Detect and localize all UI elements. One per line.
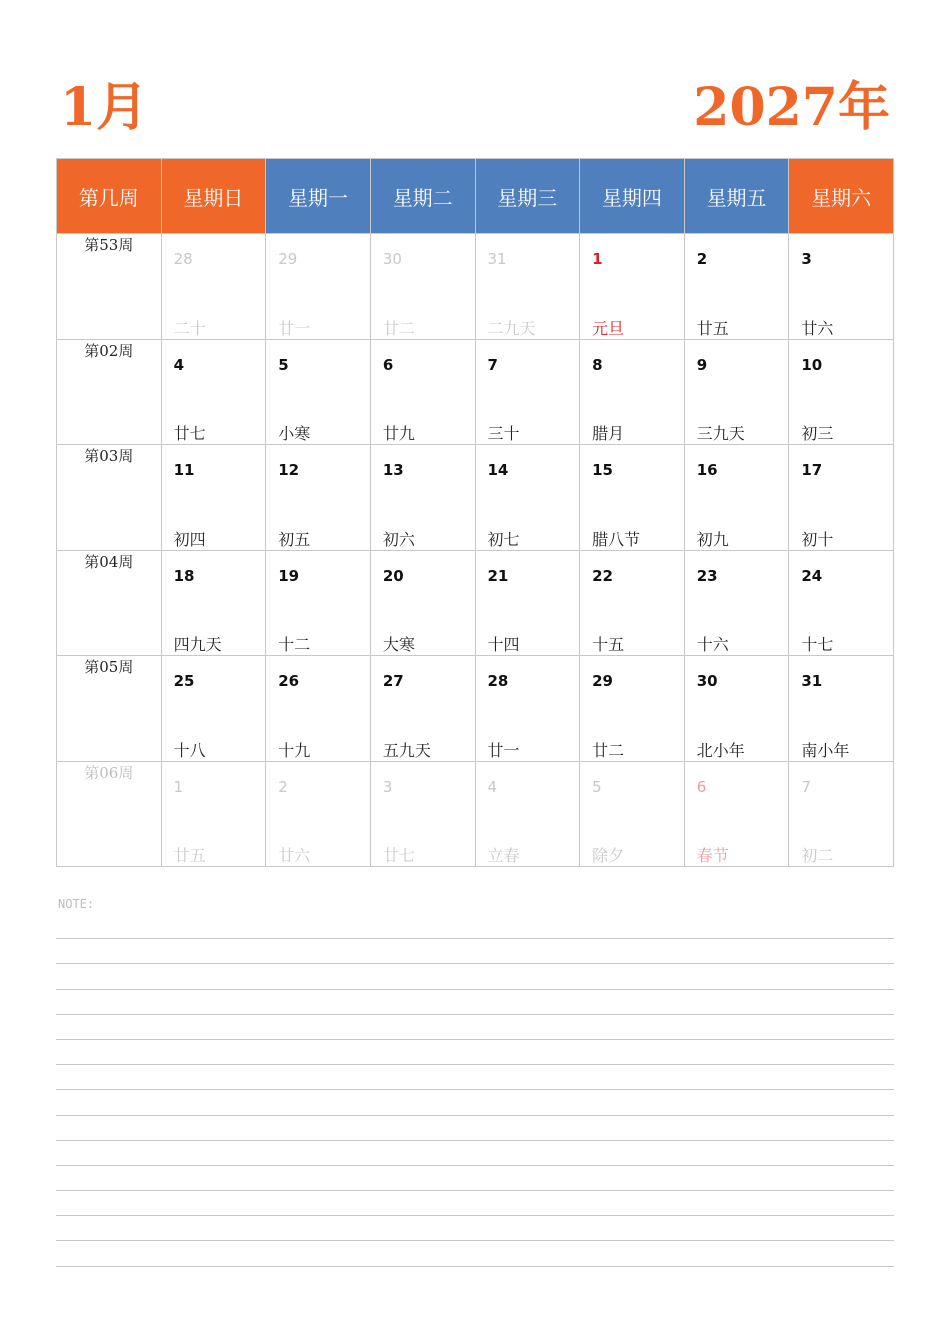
lunar-date: 廿六: [801, 318, 834, 338]
week-number-cell: 第03周: [57, 445, 162, 551]
week-number-cell: 第06周: [57, 761, 162, 867]
lunar-date: 五九天: [382, 740, 431, 760]
lunar-date: 十二: [278, 635, 311, 654]
day-number: 29: [592, 672, 613, 690]
week-number-cell: 第04周: [57, 550, 162, 656]
day-cell[interactable]: [789, 234, 894, 340]
day-cell[interactable]: [266, 656, 371, 762]
day-number: 3: [382, 777, 393, 796]
week-row: [57, 339, 894, 445]
day-cell[interactable]: [161, 550, 266, 656]
day-number: 26: [278, 672, 300, 690]
day-cell[interactable]: [161, 234, 266, 340]
day-number: 30: [696, 672, 718, 690]
lunar-date: 十七: [801, 635, 834, 654]
lunar-date: 廿七: [173, 424, 206, 443]
lunar-date: 廿一: [278, 318, 311, 338]
lunar-date: 十四: [487, 635, 520, 654]
lunar-date: 廿五: [696, 318, 729, 338]
day-cell[interactable]: [580, 234, 685, 340]
day-cell[interactable]: [266, 761, 371, 867]
col-header-sunday: 星期日: [161, 159, 266, 234]
note-line[interactable]: [56, 1141, 894, 1166]
day-cell[interactable]: [789, 656, 894, 762]
col-header-wednesday: 星期三: [475, 159, 580, 234]
day-number: 18: [173, 566, 195, 585]
lunar-date: 初十: [801, 529, 834, 549]
day-cell[interactable]: [475, 445, 580, 551]
day-number: 1: [173, 777, 184, 796]
week-row: [57, 445, 894, 551]
note-line[interactable]: [56, 990, 894, 1015]
col-header-thursday: 星期四: [580, 159, 685, 234]
day-cell[interactable]: [684, 656, 789, 762]
day-cell[interactable]: [580, 761, 685, 867]
day-cell[interactable]: [370, 445, 475, 551]
lunar-date: 十六: [696, 635, 729, 654]
day-number: 7: [487, 355, 498, 374]
day-number: 31: [801, 672, 823, 690]
day-cell[interactable]: [789, 550, 894, 656]
day-number: 17: [801, 461, 823, 479]
day-number: 4: [173, 355, 185, 374]
lunar-date: 春节: [696, 846, 729, 865]
lunar-date: 二十: [173, 318, 206, 338]
note-line[interactable]: [56, 1191, 894, 1216]
day-number: 5: [592, 777, 602, 796]
lunar-date: 初三: [801, 424, 834, 443]
header-row: [57, 159, 894, 234]
note-line[interactable]: [56, 1065, 894, 1090]
day-cell[interactable]: [161, 761, 266, 867]
lunar-date: 初七: [487, 529, 520, 549]
day-cell[interactable]: [161, 445, 266, 551]
day-cell[interactable]: [161, 656, 266, 762]
day-number: 16: [696, 461, 718, 479]
day-cell[interactable]: [580, 656, 685, 762]
week-number-cell: 第02周: [57, 339, 162, 445]
note-line[interactable]: [56, 914, 894, 939]
day-cell[interactable]: [475, 550, 580, 656]
lunar-date: 元旦: [592, 318, 625, 338]
note-line[interactable]: [56, 1116, 894, 1141]
note-label: NOTE:: [58, 897, 95, 911]
lunar-date: 廿九: [382, 424, 415, 443]
note-line[interactable]: [56, 1015, 894, 1040]
day-number: 4: [487, 777, 498, 796]
lunar-date: 初九: [696, 529, 729, 549]
day-cell[interactable]: [684, 234, 789, 340]
day-cell[interactable]: [370, 761, 475, 867]
week-row: [57, 656, 894, 762]
day-cell[interactable]: [684, 339, 789, 445]
day-number: 13: [382, 461, 404, 479]
week-number-cell: 第53周: [57, 234, 162, 340]
day-number: 11: [173, 461, 195, 479]
day-cell[interactable]: [475, 234, 580, 340]
day-cell[interactable]: [370, 234, 475, 340]
day-cell[interactable]: [789, 445, 894, 551]
lunar-date: 四九天: [173, 635, 222, 654]
lunar-date: 十五: [592, 635, 625, 654]
lunar-date: 初六: [382, 529, 415, 549]
lunar-date: 廿五: [173, 846, 206, 865]
day-cell[interactable]: [266, 550, 371, 656]
day-cell[interactable]: [475, 339, 580, 445]
week-row: [57, 550, 894, 656]
day-number: 21: [487, 566, 509, 585]
day-cell[interactable]: [684, 761, 789, 867]
lunar-date: 除夕: [592, 846, 625, 865]
day-number: 14: [487, 461, 509, 479]
day-cell[interactable]: [161, 339, 266, 445]
lunar-date: 廿二: [592, 740, 625, 760]
day-number: 27: [382, 672, 404, 690]
lunar-date: 十九: [278, 740, 311, 760]
day-number: 6: [382, 355, 394, 374]
day-cell[interactable]: [580, 445, 685, 551]
lunar-date: 小寒: [278, 424, 311, 443]
day-cell[interactable]: [266, 445, 371, 551]
lunar-date: 南小年: [801, 740, 850, 760]
month-title: 1月: [60, 77, 149, 138]
day-number: 30: [382, 250, 402, 268]
note-line[interactable]: [56, 1090, 894, 1115]
week-row: [57, 761, 894, 867]
day-number: 28: [487, 672, 509, 690]
lunar-date: 廿六: [278, 846, 311, 865]
day-number: 6: [696, 777, 707, 796]
lunar-date: 二九天: [487, 318, 536, 338]
day-number: 22: [592, 566, 613, 585]
day-number: 8: [592, 355, 603, 374]
day-cell[interactable]: [266, 234, 371, 340]
lunar-date: 腊八节: [592, 529, 641, 549]
day-number: 9: [696, 355, 708, 374]
note-line[interactable]: [56, 964, 894, 989]
day-number: 25: [173, 672, 195, 690]
day-cell[interactable]: [789, 761, 894, 867]
col-header-friday: 星期五: [684, 159, 789, 234]
col-header-week: 第几周: [57, 159, 162, 234]
day-number: 5: [278, 355, 289, 374]
day-number: 28: [173, 250, 193, 268]
calendar-table: [56, 158, 894, 867]
day-number: 1: [592, 250, 603, 268]
day-number: 2: [696, 250, 708, 268]
day-cell[interactable]: [475, 761, 580, 867]
lunar-date: 腊月: [592, 424, 625, 443]
note-line[interactable]: [56, 1040, 894, 1065]
lunar-date: 三九天: [696, 424, 745, 443]
day-number: 2: [278, 777, 288, 796]
lunar-date: 大寒: [382, 635, 415, 654]
lunar-date: 初四: [173, 529, 206, 549]
col-header-tuesday: 星期二: [370, 159, 475, 234]
lunar-date: 廿二: [382, 318, 415, 338]
lunar-date: 廿一: [487, 740, 520, 760]
day-number: 29: [278, 250, 298, 268]
day-number: 31: [487, 250, 507, 268]
day-cell[interactable]: [475, 656, 580, 762]
day-cell[interactable]: [370, 339, 475, 445]
note-line[interactable]: [56, 1166, 894, 1191]
week-row: [57, 234, 894, 340]
day-cell[interactable]: [684, 550, 789, 656]
lunar-date: 三十: [487, 424, 520, 443]
day-cell[interactable]: [580, 339, 685, 445]
day-cell[interactable]: [684, 445, 789, 551]
day-cell[interactable]: [789, 339, 894, 445]
day-number: 7: [801, 777, 811, 796]
day-number: 10: [801, 355, 823, 374]
col-header-monday: 星期一: [266, 159, 371, 234]
note-line[interactable]: [56, 1241, 894, 1266]
lunar-date: 初二: [801, 846, 834, 865]
lunar-date: 北小年: [696, 740, 745, 760]
col-header-saturday: 星期六: [789, 159, 894, 234]
week-number-cell: 第05周: [57, 656, 162, 762]
lunar-date: 十八: [173, 740, 206, 760]
lunar-date: 廿七: [382, 846, 415, 865]
year-title: 2027年: [693, 77, 890, 138]
day-number: 3: [801, 250, 812, 268]
day-number: 23: [696, 566, 718, 585]
day-number: 20: [382, 566, 404, 585]
lunar-date: 初五: [278, 529, 311, 549]
day-number: 24: [801, 566, 823, 585]
lunar-date: 立春: [487, 846, 520, 865]
note-lines: [56, 914, 894, 1267]
day-cell[interactable]: [370, 550, 475, 656]
day-cell[interactable]: [370, 656, 475, 762]
note-line[interactable]: [56, 1216, 894, 1241]
day-cell[interactable]: [266, 339, 371, 445]
day-number: 15: [592, 461, 613, 479]
note-line[interactable]: [56, 939, 894, 964]
day-number: 19: [278, 566, 300, 585]
day-cell[interactable]: [580, 550, 685, 656]
day-number: 12: [278, 461, 300, 479]
